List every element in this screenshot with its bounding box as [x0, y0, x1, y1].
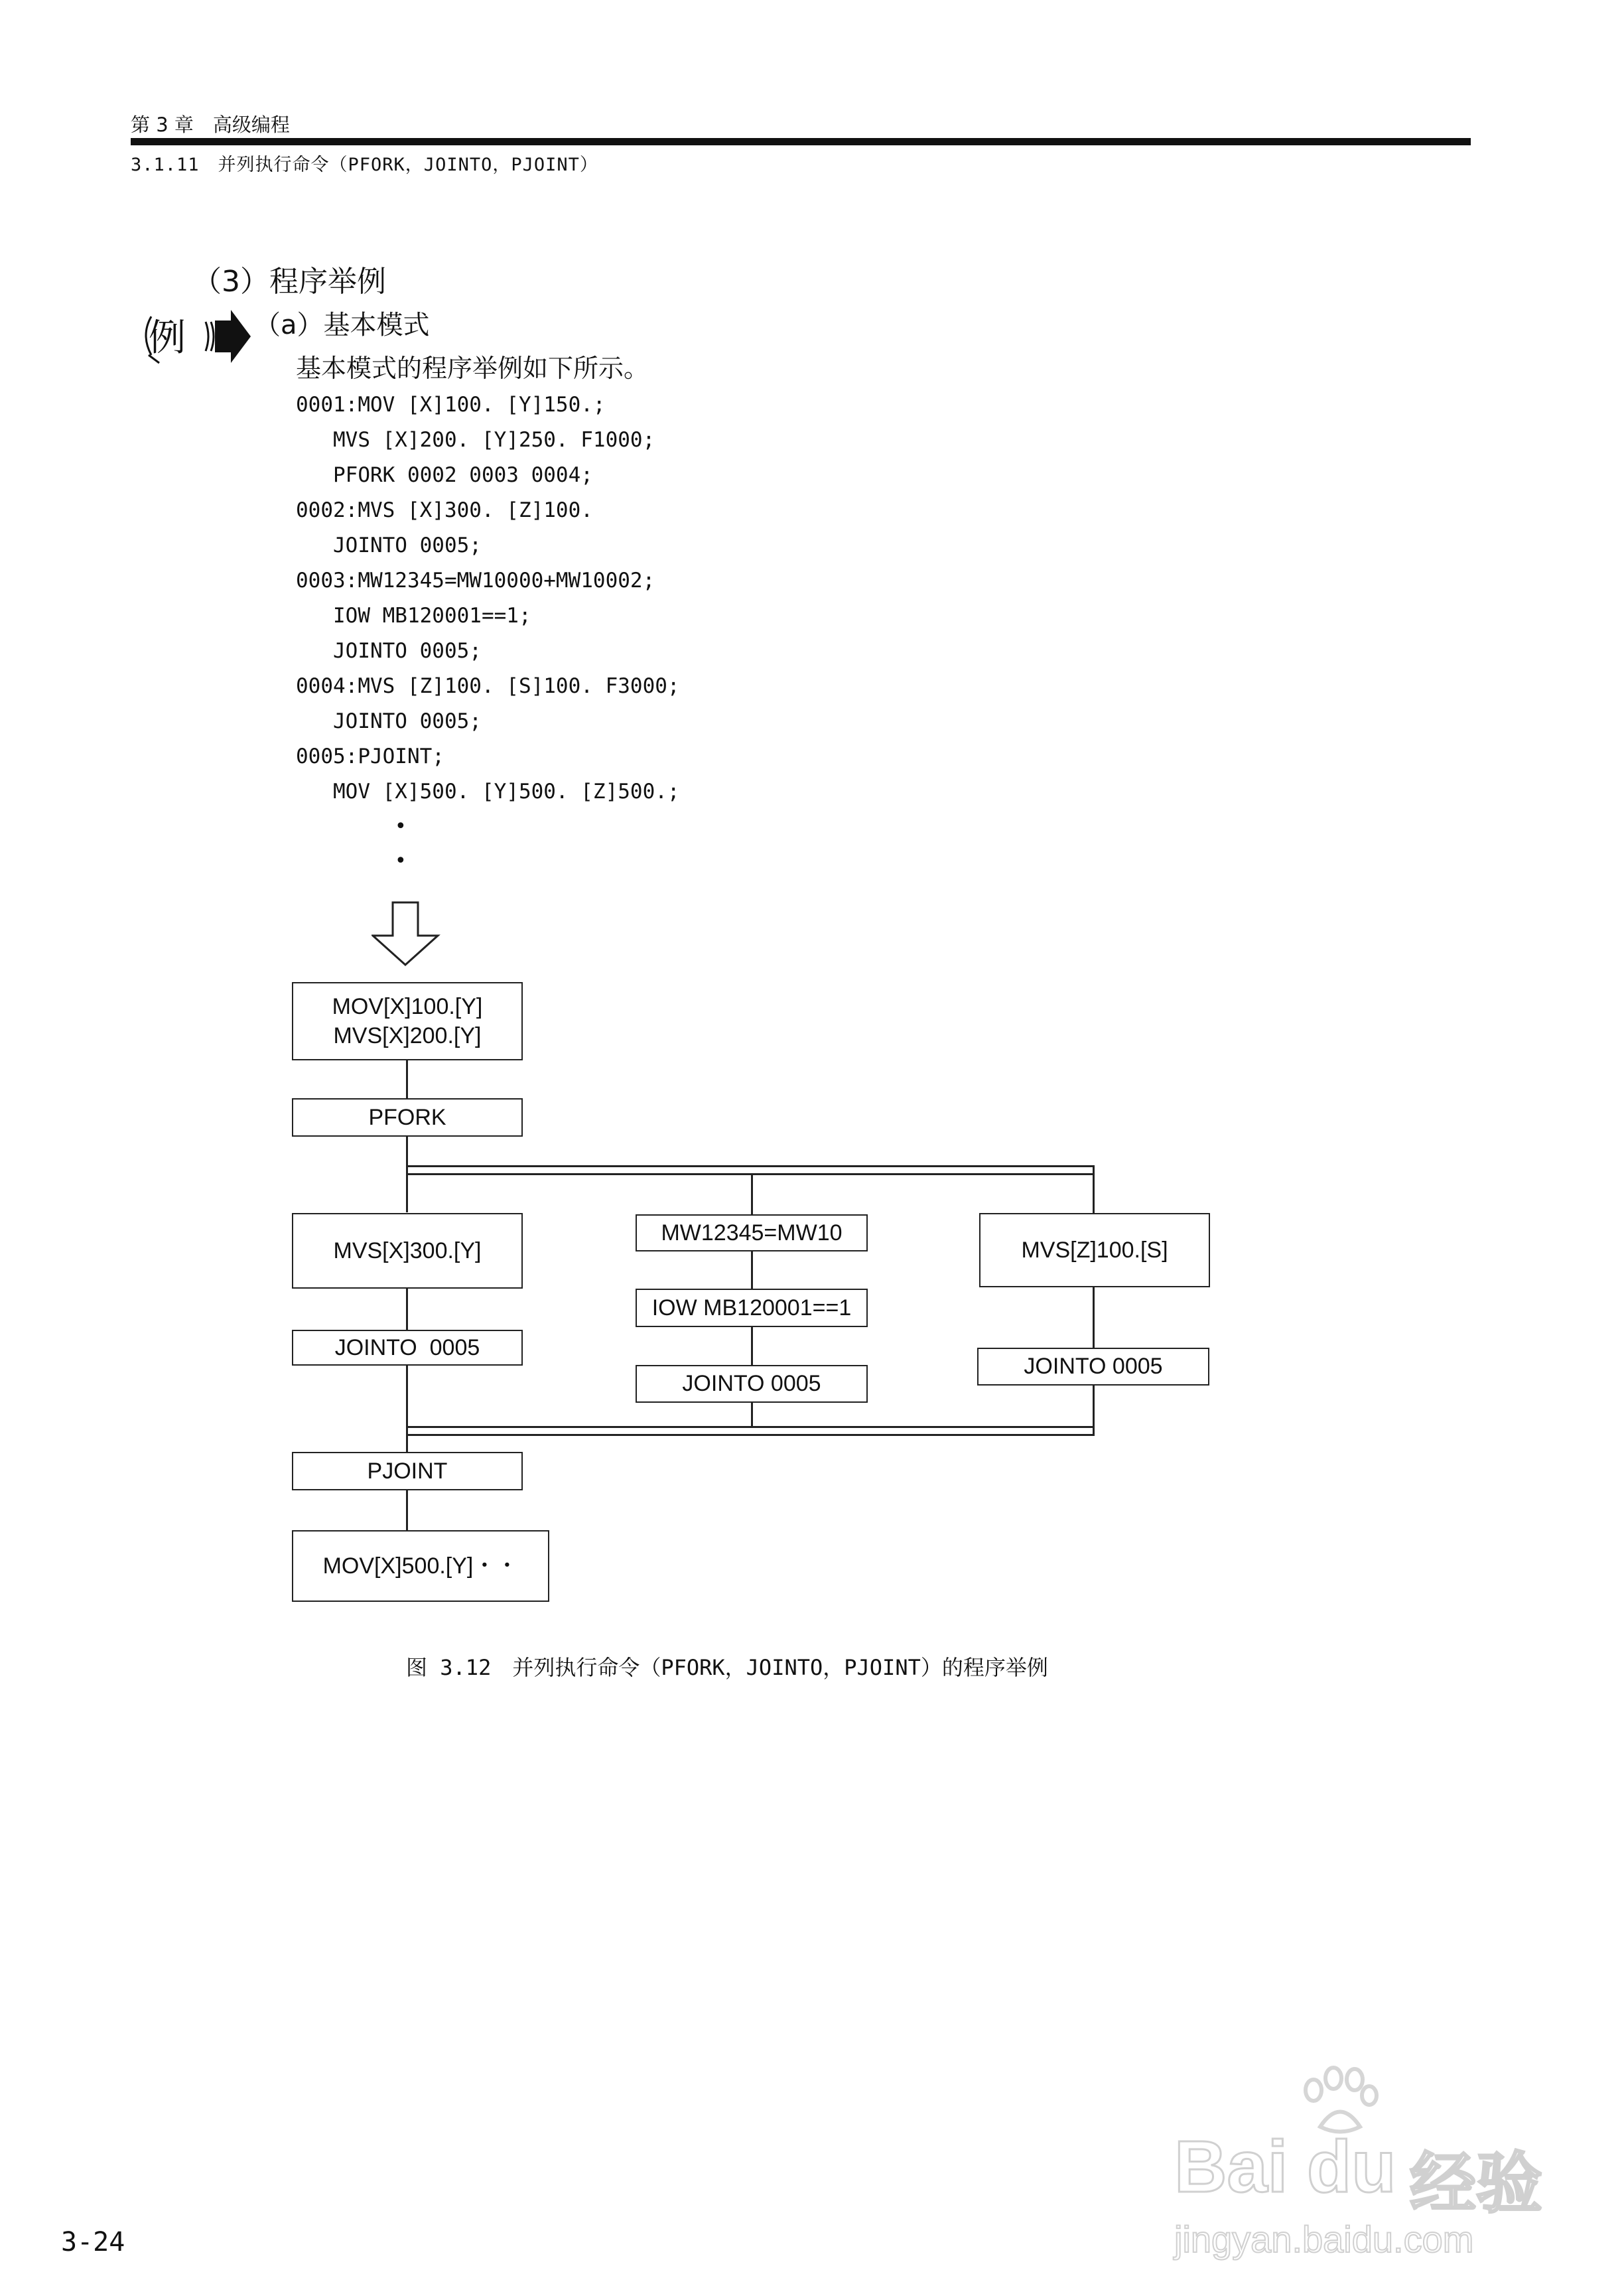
- code-line: 0003:MW12345=MW10000+MW10002;: [296, 569, 655, 593]
- connector-line: [751, 1403, 753, 1428]
- flow-box-pfork: PFORK: [292, 1098, 523, 1137]
- subheading: （a）基本模式: [254, 310, 430, 340]
- example-badge: [139, 302, 252, 365]
- join-bar: [406, 1434, 1095, 1436]
- connector-line: [1093, 1165, 1095, 1214]
- code-line: JOINTO 0005;: [296, 709, 482, 733]
- watermark-jingyan: 经验: [1410, 2147, 1542, 2221]
- flow-box-end: MOV[X]500.[Y]・・: [292, 1530, 549, 1602]
- figure-caption: 图 3.12 并列执行命令（PFORK，JOINTO，PJOINT）的程序举例: [406, 1655, 1048, 1680]
- code-line: 0004:MVS [Z]100. [S]100. F3000;: [296, 674, 680, 698]
- flow-box-branch2-cmd2: IOW MB120001==1: [636, 1289, 868, 1327]
- fork-bar: [406, 1173, 1095, 1175]
- code-line: IOW MB120001==1;: [296, 604, 531, 628]
- connector-line: [1093, 1386, 1095, 1436]
- watermark-brand2: du: [1307, 2126, 1396, 2208]
- flow-box-branch1-cmd: MVS[X]300.[Y]: [292, 1213, 523, 1289]
- flow-box-branch2-join: JOINTO 0005: [636, 1365, 868, 1403]
- connector-line: [1093, 1287, 1095, 1348]
- watermark-url: jingyan.baidu.com: [1174, 2218, 1474, 2260]
- section-heading: （3）程序举例: [192, 265, 386, 299]
- code-line: MOV [X]500. [Y]500. [Z]500.;: [296, 780, 680, 804]
- ellipsis-dot: •: [395, 815, 407, 838]
- join-bar: [406, 1426, 1095, 1428]
- code-line: PFORK 0002 0003 0004;: [296, 463, 593, 487]
- section-header: 3.1.11 并列执行命令（PFORK，JOINTO，PJOINT）: [131, 155, 598, 175]
- flow-box-start: [292, 982, 523, 1060]
- code-line: JOINTO 0005;: [296, 639, 482, 663]
- flow-box-start-line1: MOV[X]100.[Y]: [332, 993, 483, 1019]
- connector-line: [751, 1173, 753, 1214]
- watermark-brand: Bai: [1174, 2126, 1288, 2208]
- code-line: MVS [X]200. [Y]250. F1000;: [296, 428, 655, 452]
- flow-box-branch3-cmd: MVS[Z]100.[S]: [979, 1213, 1210, 1287]
- flow-box-branch2-cmd1: MW12345=MW10: [636, 1214, 868, 1251]
- code-line: 0001:MOV [X]100. [Y]150.;: [296, 393, 606, 417]
- fork-bar: [406, 1165, 1095, 1167]
- connector-line: [406, 1287, 408, 1330]
- flow-box-branch3-join: JOINTO 0005: [977, 1348, 1209, 1386]
- code-line: JOINTO 0005;: [296, 534, 482, 557]
- connector-line: [406, 1060, 408, 1098]
- down-arrow-icon: [372, 901, 440, 967]
- chapter-header: 第 3 章 高级编程: [131, 113, 290, 136]
- code-line: 0002:MVS [X]300. [Z]100.: [296, 498, 593, 522]
- connector-line: [406, 1364, 408, 1452]
- connector-line: [751, 1327, 753, 1365]
- code-line: 0005:PJOINT;: [296, 745, 444, 768]
- intro-text: 基本模式的程序举例如下所示。: [296, 354, 649, 383]
- ellipsis-dot: •: [395, 849, 407, 873]
- baidu-watermark: [1154, 2064, 1592, 2263]
- flow-box-start-line2: MVS[X]200.[Y]: [333, 1023, 482, 1048]
- flow-box-branch1-join: JOINTO 0005: [292, 1330, 523, 1366]
- header-rule: [131, 138, 1471, 145]
- page-number: 3-24: [61, 2227, 125, 2257]
- connector-line: [751, 1251, 753, 1289]
- flow-box-pjoint: PJOINT: [292, 1452, 523, 1490]
- connector-line: [406, 1490, 408, 1530]
- example-badge-text: 例: [149, 317, 186, 360]
